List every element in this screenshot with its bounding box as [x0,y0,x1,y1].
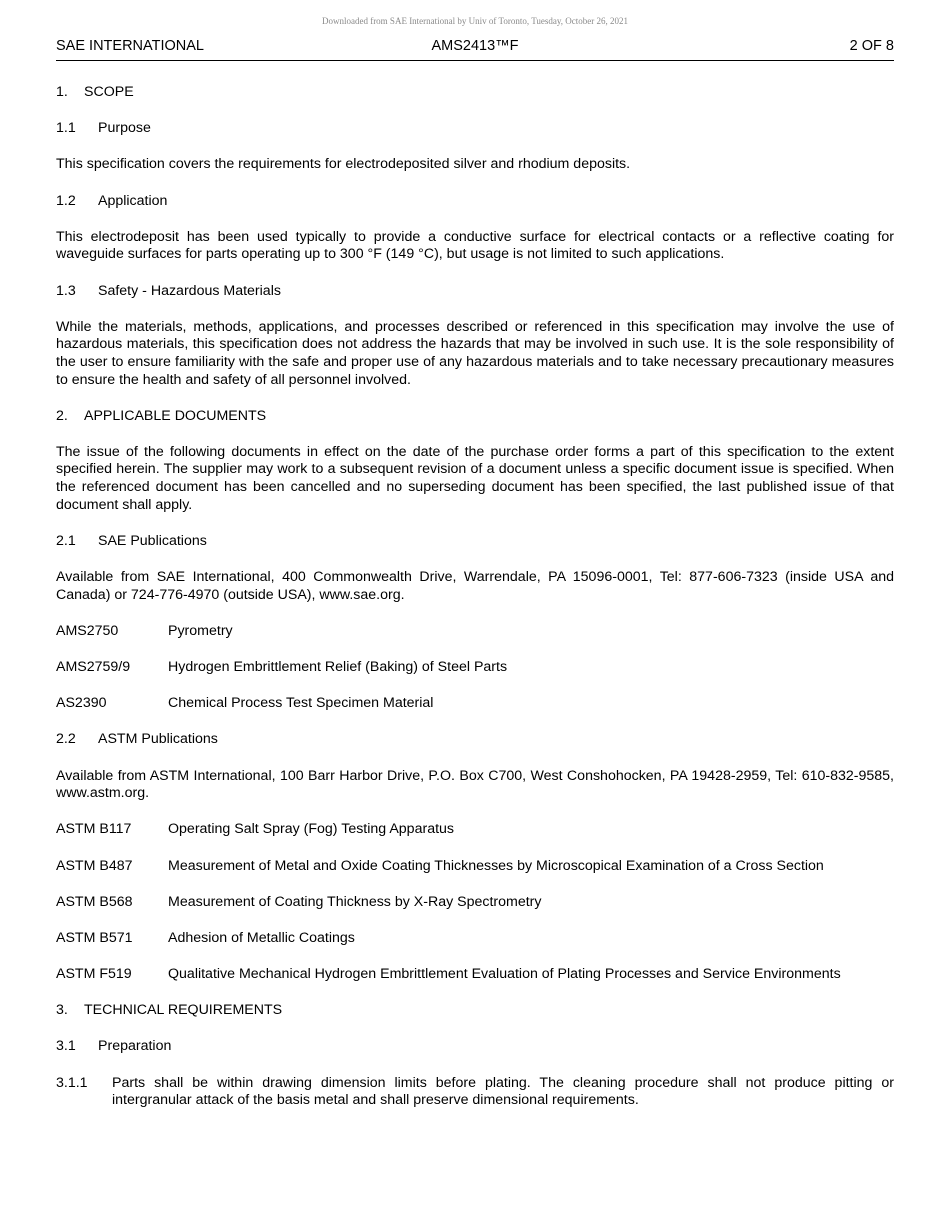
download-notice: Downloaded from SAE International by Univ of Toronto, Tuesday, October 26, 2021 [321,16,629,26]
section-heading-technical-requirements [56,1002,894,1020]
reference-code: AMS2750 [56,622,119,639]
section-title: Safety - Hazardous Materials [98,282,281,299]
section-number: 1.3 [56,282,76,299]
astm-availability-paragraph: Available from ASTM International, 100 Barr Harbor Drive, P.O. Box C700, West Conshohocken, PA 19428-2959, Tel: 610-832-9585, www.astm.org. [56,767,894,802]
section-number: 3.1 [56,1038,76,1055]
reference-entry [56,858,894,876]
page-header [56,38,894,61]
clause-number: 3.1.1 [56,1074,88,1091]
reference-code: AMS2759/9 [56,659,131,675]
reference-code: ASTM B487 [56,857,133,874]
reference-title: Pyrometry [168,622,233,639]
application-paragraph: This electrodeposit has been used typically to provide a conductive surface for electrical contacts or a reflective coating for waveguide surfaces for parts operating up to 300 °F (149 °C), but usage is not limited to such applications. [56,228,894,263]
section-heading-scope [56,84,894,102]
document-number: AMS2413™F [431,38,519,54]
section-title: SAE Publications [98,532,207,549]
section-number: 1. [56,84,68,100]
reference-entry [56,623,894,641]
section-number: 1.2 [56,192,76,209]
subsection-heading-purpose [56,120,894,138]
section-title: Purpose [98,120,151,137]
section-title: Application [98,192,168,209]
subsection-heading-preparation [56,1038,894,1056]
page-number: 2 OF 8 [849,38,894,54]
reference-title: Operating Salt Spray (Fog) Testing Apparatus [168,821,455,838]
subsection-heading-sae-publications [56,533,894,551]
sae-availability-paragraph: Available from SAE International, 400 Commonwealth Drive, Warrendale, PA 15096-0001, Tel: 877-606-7323 (inside USA and Canada) or 724-776-4970 (outside USA), www.sae.org. [56,569,894,603]
reference-entry [56,821,894,839]
section-number: 2. [56,407,68,424]
subsection-heading-astm-publications [56,731,894,749]
section-number: 1.1 [56,120,76,137]
reference-title: Measurement of Coating Thickness by X-Ray Spectrometry [168,893,542,910]
reference-entry [56,930,894,948]
section-number: 2.2 [56,731,76,748]
section-title: TECHNICAL REQUIREMENTS [84,1002,283,1019]
section-title: SCOPE [84,84,134,100]
purpose-paragraph: This specification covers the requirements for electrodeposited silver and rhodium deposits. [56,156,631,173]
document-body [56,84,894,1128]
section-title: ASTM Publications [98,731,218,748]
reference-entry [56,695,894,713]
reference-code: ASTM B571 [56,929,133,946]
reference-code: AS2390 [56,695,107,712]
publisher-name: SAE INTERNATIONAL [56,38,204,54]
reference-entry [56,966,894,984]
reference-title: Hydrogen Embrittlement Relief (Baking) of Steel Parts [168,659,508,675]
section-number: 2.1 [56,532,76,549]
reference-title: Measurement of Metal and Oxide Coating Thicknesses by Microscopical Examination of a Cross Section [168,857,824,874]
clause-3-1-1 [56,1075,894,1110]
reference-title: Adhesion of Metallic Coatings [168,929,355,946]
reference-entry [56,659,894,677]
reference-code: ASTM F519 [56,966,132,983]
reference-title: Qualitative Mechanical Hydrogen Embrittlement Evaluation of Plating Processes and Service Environments [168,966,841,983]
reference-title: Chemical Process Test Specimen Material [168,695,434,712]
subsection-heading-application [56,193,894,211]
section-number: 3. [56,1002,68,1019]
section-title: Preparation [98,1038,172,1055]
reference-code: ASTM B568 [56,893,133,910]
safety-paragraph: While the materials, methods, applications, and processes described or referenced in this specification may involve the use of hazardous materials, this specification does not address the hazards that may be involved in such use. It is the sole responsibility of the user to ensure familiarity with the safe and proper use of any hazardous materials and to take necessary precautionary measures to ensure the health and safety of all personnel involved. [56,318,894,388]
applicable-documents-paragraph: The issue of the following documents in effect on the date of the purchase order forms a part of this specification to the extent specified herein. The supplier may work to a subsequent revision of a document unless a specific document issue is specified. When the referenced document has been cancelled and no superseding document has been specified, the last published issue of that document shall apply. [56,443,894,513]
section-heading-applicable-documents [56,408,894,426]
section-title: APPLICABLE DOCUMENTS [84,407,267,424]
subsection-heading-safety [56,283,894,301]
clause-text: Parts shall be within drawing dimension limits before plating. The cleaning procedure shall not produce pitting or intergranular attack of the basis metal and shall preserve dimensional requirements. [112,1074,894,1109]
reference-entry [56,894,894,912]
reference-code: ASTM B117 [56,821,132,838]
